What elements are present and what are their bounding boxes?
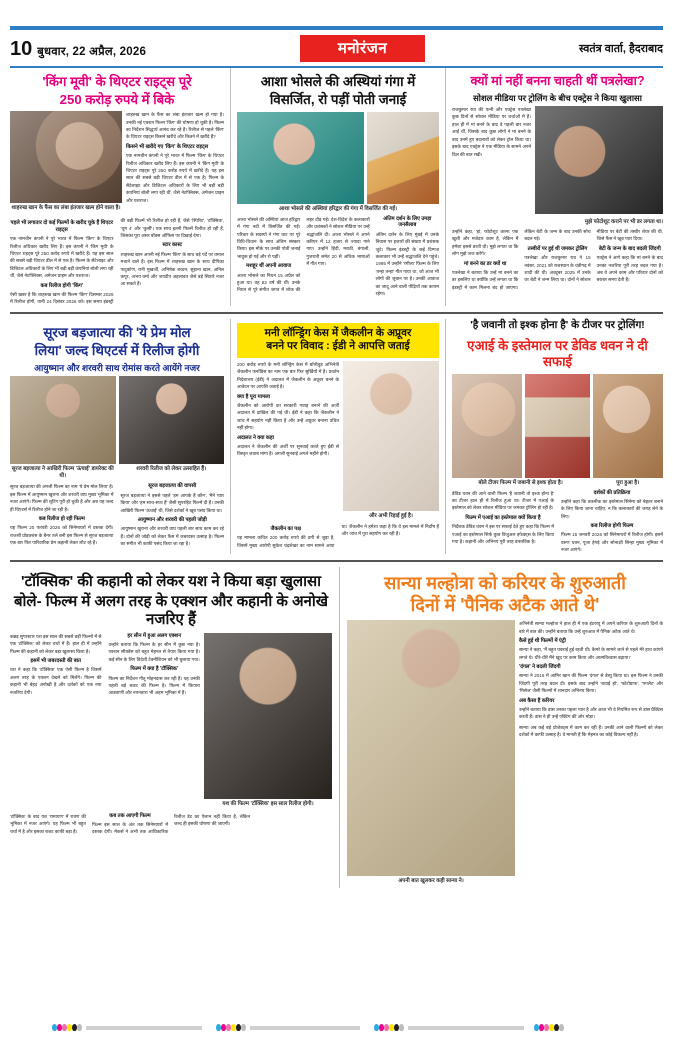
photo-yash [204,633,332,808]
caption-sanya: अपनी बात खुलकर कही सान्या ने। [398,878,464,885]
headline-sanya-2: दिनों में 'पैनिक अटैक आते थे' [410,594,600,615]
para: सान्या ने कहा, 'मैं बहुत घबराई हुई रहती थी। कैमरे के सामने जाने से पहले मेरे हाथ कांपने लगते थे। धीरे-धीरे मैंने खुद पर काम किया और आत्मविश्वास बढ़ाया।' [519,647,663,660]
para: 'टॉक्सिक' के बाद यश 'रामायण' में रावण की भूमिका में नजर आएंगे। यह फिल्म भी बहुत चर्चा में है और इसका बजट काफी बड़ा है। [10,813,86,834]
subhead: मां बनने का डर क्यों था [463,260,507,267]
para: उन्होंने बताया कि फिल्म के हर सीन में कुछ नया है। एक्शन सीक्वेंस को बहुत मेहनत से तैयार किया गया है। कई सीन के लिए विदेशी टेक्नीशियन को भी बुलाया गया। [108,642,200,662]
subhead: कब रिलीज होगी 'किंग' [40,282,84,289]
headline-jacqueline-2: बनने पर विवाद : ईडी ने आपत्ति जताई [266,340,410,353]
headline-asha-1: आशा भोसले की अस्थियां गंगा में [260,74,416,89]
para: कन्नड़ सुपरस्टार यश इस साल की सबसे बड़ी फिल्मों में से एक 'टॉक्सिक' को लेकर चर्चा में हैं। हाल ही में उन्होंने फिल्म की कहानी को लेकर बड़ा खुलासा किया है। [10,633,102,654]
subhead: हर सीन में हुआ अलग एक्शन [127,632,182,639]
para: एक्ट्रेस ने आगे कहा कि मां बनने के बाद उनका नजरिया पूरी तरह बदल गया है। अब वे अपने काम और परिवार दोनों को बराबर समय देती हैं। [596,255,663,283]
cmyk-dot-grey [241,1024,246,1031]
headline-suraj-1: सूरज बड़जात्या की 'ये प्रेम मोल [43,324,191,340]
story-patralekha [446,68,663,306]
photo-varun-dhawan [525,374,591,478]
para: उन्होंने बताया कि डांस उनका पहला प्यार है और आज भी वे नियमित रूप से डांस प्रैक्टिस करती हैं। डांस ने ही उन्हें एक्टिंग की ओर मोड़ा। [519,706,663,720]
para: शाहरुख खान अपनी नई फिल्म 'किंग' के साथ बड़े पर्दे पर धमाल मचाने वाले हैं। इस फिल्म में शाहरुख खान के साथ दीपिका पादुकोण, रानी मुखर्जी, अभिषेक बच्चन, सुहाना खान, अनिल कपूर, अभय वर्मा और जयदीप अहलावत जैसे बड़े सितारे नजर आ सकते हैं। [120,251,224,287]
subhead: इसमें भी जबरदस्ती की बात [30,658,81,665]
photo-ayushmann [10,376,116,480]
story-toxic-yash [10,567,340,888]
kicker-suraj: आयुष्मान और शरवरी साथ रोमांस करते आयेंगे नजर [34,362,200,373]
headline-david: एआई के इस्तेमाल पर डेविड धवन ने दी सफाई [467,338,648,369]
subhead: क्या है पूरा मामला [237,393,271,400]
para: फिल्म इस साल के अंत तक सिनेमाघरों में दस्तक देगी। मेकर्स ने अभी तक आधिकारिक रिलीज डेट का ऐलान नहीं किया है, लेकिन जल्द ही इसकी घोषणा की जाएगी। [92,813,250,835]
para: अदालत ने जैकलीन की अर्जी पर सुनवाई करते हुए ईडी से विस्तृत जवाब मांगा है। अगली सुनवाई अगले महीने होगी। [237,443,339,457]
photo-sonakshi-sinha [593,374,663,478]
row-3 [10,567,663,888]
cmyk-dots-2 [216,1024,246,1031]
photo-shahrukh-khan [10,111,122,212]
subhead: कब रिलीज हो रही फिल्म [38,516,85,523]
subhead: बेटी के जन्म के बाद बदली जिंदगी [598,245,661,252]
para: आशा भोसले की अस्थियां आज हरिद्वार में गंगा नदी में विसर्जित की गईं। परिवार के सदस्यों ने गंगा घाट पर पूरे विधि-विधान के साथ अंतिम संस्कार किया। इस मौके पर उनकी पोती जनाई भावुक हो गईं और रो पड़ीं। [237,216,301,259]
headline-king-1: 'किंग मूवी' के थिएटर राइट्स पूरे [42,74,192,89]
para: आशा भोसले का निधन 15 अप्रैल को हुआ था। वह 92 वर्ष की थीं। उनके निधन से पूरे संगीत जगत में शोक की लहर दौड़ गई। देश-विदेश के कलाकारों और प्रशंसकों ने सोशल मीडिया पर उन्हें श्रद्धांजलि दी। आशा भोसले ने अपने करियर में 12 हजार से ज्यादा गाने गाए। उन्होंने हिंदी, मराठी, बंगाली, गुजराती समेत 20 से अधिक भाषाओं में गीत गाए। [237,216,370,293]
para: सूरज बड़जात्या की अगली फिल्म का नाम 'ये प्रेम मोल लिया' है। इस फिल्म में आयुष्मान खुराना और शरवरी वाघ मुख्य भूमिका में नजर आएंगे। फिल्म की शूटिंग पूरी हो चुकी है और अब यह जल्द ही थिएटर्स में रिलीज होने जा रही है। [10,484,114,512]
cmyk-dot-grey [559,1024,564,1031]
subhead: अंतिम दर्शन के लिए उमड़ा जनसैलाब [383,215,432,229]
para: यश ने कहा कि 'टॉक्सिक' एक ऐसी फिल्म है जिसमें अलग तरह के एक्शन देखने को मिलेंगे। फिल्म की कहानी भी बेहद अनोखी है और दर्शकों को एक नया नजरिया देगी। [10,667,102,695]
subhead: आयुष्मान और शरवरी की पहली जोड़ी [137,516,207,523]
subhead: मशहूर थीं अपनी आवाज [246,263,292,270]
caption-david-right: पूरा हुआ है। [616,479,640,486]
photo-patralekha-rajkummar [535,106,663,214]
kicker-patralekha: सोशल मीडिया पर ट्रोलिंग के बीच एक्ट्रेस ने किया खुलासा [473,92,642,103]
cmyk-dots-3 [374,1024,404,1031]
para: पत्रलेखा ने बताया कि उन्हें मां बनने का डर इसलिए था क्योंकि उन्हें लगता था कि इंडस्ट्री में काम मिलना बंद हो जाएगा। लेकिन बेटी के जन्म के बाद उनकी सोच बदल गई। [452,228,591,290]
section-title: मनोरंजन [337,40,388,57]
para: पत्रलेखा और राजकुमार राव ने 15 नवंबर, 2021 को राजस्थान के चंडीगढ़ में शादी की थी। अक्टूबर 2025 में उनके घर बेटी ने जन्म लिया था। दोनों ने सोशल मीडिया पर बेटी की तस्वीर शेयर की थी, जिसे फैंस ने खूब प्यार दिया। [524,228,663,283]
subhead: सूरज बड़जात्या की वापसी [148,483,197,490]
story-king-movie [10,68,230,306]
cmyk-dots-1 [52,1024,82,1031]
subhead: 'दंगल' ने बदली जिंदगी [519,664,561,671]
para: आयुष्मान खुराना और शरवरी वाघ पहली बार साथ काम कर रहे हैं। दोनों की जोड़ी को लेकर फैंस में जबरदस्त उत्साह है। फिल्म का संगीत भी काफी पसंद किया जा रहा है। [120,526,224,547]
para: अंतिम दर्शन के लिए मुंबई में उनके निवास पर हजारों की संख्या में प्रशंसक जुटे। फिल्म इंडस्ट्री के कई दिग्गज कलाकार भी उन्हें श्रद्धांजलि देने पहुंचे। 1995 में उन्होंने 'रंगीला' फिल्म के लिए 'तन्हा तन्हा' गीत गाया था, जो आज भी लोगों की जुबान पर है। उनकी आवाज का जादू आने वाली पीढ़ियों तक कायम रहेगा। [375,231,439,297]
story-sanya-malhotra [340,567,663,888]
subhead: फिल्म में क्या है 'टॉक्सिक' [130,666,179,673]
subhead: फिल्म में एआई का इस्तेमाल क्यों किया है [465,514,541,521]
caption-shahrukh: शाहरुख खान के फैंस का लंबा इंतजार खत्म होने वाला है। [11,205,121,212]
page-number: 10 [10,37,33,60]
photo-group-david [452,374,663,478]
caption-asha: आशा भोसले की अस्थियां हरिद्वार की गंगा में विसर्जित की गईं। [278,205,398,212]
kicker-david: 'है जवानी तो इश्क होना है' के टीजर पर ट्रोलिंग! [470,319,645,331]
caption-david-left: बोले टीजर फिल्म में जबानी से इश्क होता है। [478,479,563,486]
story-jacqueline [230,319,446,554]
masthead-left [10,39,146,59]
para: सान्या अब कई बड़े प्रोजेक्ट्स में काम कर रही हैं। उनकी आने वाली फिल्मों को लेकर दर्शकों में काफी उत्साह है। वे मानती हैं कि मेहनत का कोई विकल्प नहीं है। [519,724,663,738]
subhead: जैकलीन का पक्ष [270,525,301,532]
para: फिल्म 15 जनवरी 2026 को सिनेमाघरों में रिलीज होगी। इसमें वरुण धवन, पूजा हेगड़े और सोनाक्षी सिन्हा मुख्य भूमिका में नजर आएंगे। [561,532,663,553]
para: जैकलीन को आरोपी का सरकारी गवाह बनाने की अर्जी अदालत में दाखिल की गई थी। ईडी ने कहा कि जैकलीन ने जांच में सहयोग नहीं किया है और उन्हें अप्रूवर बनाना उचित नहीं होगा। [237,402,339,431]
caption-patralekha: मुझे फोटोशूट कराने पर भी डर लगता था। [584,218,663,225]
photo-sharvari [119,376,225,480]
row-1 [10,68,663,306]
headline-sanya-1: सान्या मल्होत्रा को करियर के शुरुआती [384,572,626,593]
cmyk-dot-grey [77,1024,82,1031]
story-david-dhawan [446,319,663,554]
cmyk-dot-grey [399,1024,404,1031]
para: यह फिल्म 20 फरवरी 2026 को सिनेमाघरों में दस्तक देगी। राजश्री प्रोडक्शंस के बैनर तले बनी इस फिल्म से सूरज बड़जात्या एक बार फिर पारिवारिक प्रेम कहानी लेकर लौट रहे हैं। [10,525,114,546]
subhead: पहले भी लगातार दो कई फिल्मों के खरीद चुके हैं थिएटर राइट्स [10,220,113,233]
photo-group-suraj [10,376,224,480]
para: निर्देशक डेविड धवन ने इस पर सफाई देते हुए कहा कि फिल्म में एआई का इस्तेमाल सिर्फ कुछ विजुअल इफेक्ट्स के लिए किया गया है। कहानी और अभिनय पूरी तरह वास्तविक है। [452,524,554,545]
para: सान्या ने 2016 में आमिर खान की फिल्म 'दंगल' से डेब्यू किया था। इस फिल्म ने उनकी जिंदगी पूरी तरह बदल दी। इसके बाद उन्होंने 'बधाई हो', 'फोटोग्राफ', 'पगलैट' और 'मिसेज' जैसी फिल्मों में शानदार अभिनय किया। [519,673,663,694]
caption-jacqueline: और अभी रिहाई हुई है। [369,512,413,519]
para: ऐसी खबर है कि शाहरुख खान की फिल्म 'किंग' दिसम्बर 2026 में रिलीज होगी, यानी 24 दिसंबर 2026 को। इस समय इंडस्ट्री की बड़ी फिल्में भी रिलीज हो रही हैं, जैसे 'स्पिरिट', 'टॉक्सिक', 'धूम 4' और 'कुर्सी'। एक साथ इतनी फिल्में रिलीज हो रही हैं, जिसका पूरा असर बॉक्स ऑफिस पर दिखाई देगा। [10,218,224,305]
para: एक नामचीन कंपनी ने पूरे भारत में फिल्म 'किंग' के थिएटर रिलीज अधिकार खरीद लिए हैं। इस कंपनी ने 'किंग मूवी' के थिएटर राइट्स पूरे 250 करोड़ रुपये में खरीदे हैं। यह इस साल की सबसे बड़ी थिएटर डील में से एक है। फिल्म के सैटेलाइट और डिजिटल अधिकारों के लिए भी बड़ी बड़ी कंपनियां बोली लगा रही थीं, जैसे नेटफ्लिक्स, अमेजन प्राइम और यशराज। [126,153,224,203]
headline-asha-2: विसर्जित, रो पड़ीं पोती जनाई [269,91,407,107]
headline-toxic-1: 'टॉक्सिक' की कहानी को लेकर यश ने किया बड़ा खुलासा [21,572,321,590]
para: एक नामचीन कंपनी ने पूरे भारत में फिल्म 'किंग' के थिएटर रिलीज अधिकार खरीद लिए हैं। इस कंपनी ने 'किंग मूवी' के थिएटर राइट्स पूरे 250 करोड़ रुपये में खरीदे हैं। यह इस साल की सबसे बड़ी थिएटर डील में से एक है। फिल्म के सैटेलाइट और डिजिटल अधिकारों के लिए भी बड़ी बड़ी कंपनियां बोली लगा रही थीं, जैसे नेटफ्लिक्स, अमेजन प्राइम और यशराज। [10,236,114,279]
subhead: कब रिलीज होगी फिल्म [590,523,634,530]
caption-yash: यश की फिल्म 'टॉक्सिक' इस साल रिलीज होगी। [222,800,314,807]
photo-ganga-immersion [367,112,439,204]
publication-date: बुधवार, 22 अप्रैल, 2026 [37,45,147,58]
para: फिल्म का निर्देशन गीतू मोहनदास कर रही हैं। यह उनकी पहली बड़े बजट की फिल्म है। फिल्म में कियारा आडवाणी और नयनतारा भी अहम भूमिका में हैं। [108,675,200,696]
row-2 [10,319,663,554]
para: शाहरुख खान के फैंस का लंबा इंतजार खत्म हो गया है। उनकी नई एक्शन फिल्म 'किंग' की घोषणा हो चुकी है। फिल्म का निर्देशन सिद्धार्थ आनंद कर रहे हैं। रिलीज से पहले 'किंग' के थिएटर राइट्स किसने खरीदे और कितने में खरीदे हैं? [126,112,224,140]
caption-ayushmann: सूरज बड़जात्या ने आखिरी फिल्म 'ऊंचाई' डायरेक्ट की थी। [11,466,114,480]
subhead: कब तक आएगी फिल्म [109,812,151,819]
photo-jacqueline [343,361,439,520]
headline-jacqueline-1: मनी लॉन्ड्रिंग केस में जैकलीन के अप्रूवर [264,326,412,339]
para: 200 करोड़ रुपये के मनी लॉन्ड्रिंग केस में बॉलीवुड अभिनेत्री जैकलीन फर्नांडिस का नाम एक बार फिर सुर्खियों में है। प्रवर्तन निदेशालय (ईडी) ने अदालत में जैकलीन के अप्रूवर बनने के आवेदन पर आपत्ति जताई है। [237,361,339,390]
caption-sharvari: शरवरी रिलीज को लेकर उत्साहित हैं। [136,466,207,473]
headline-suraj-2: लिया' जल्द थिएटर्स में रिलीज होगी [34,342,200,358]
photo-sanya [347,620,515,885]
subhead: किसने भी खरीदे गए 'किंग' के थिएटर राइट्स [126,143,209,150]
cmyk-registration-bar [0,1023,673,1032]
subhead: अब कैसा है करियर [519,697,555,704]
para: यह मामला कथित 200 करोड़ रुपये की ठगी से जुड़ा है, जिसमें मुख्य आरोपी सुकेश चंद्रशेखर का नाम सामने आया था। जैकलीन ने हमेशा कहा है कि वे इस मामले में निर्दोष हैं और जांच में पूरा सहयोग कर रही हैं। [237,523,439,548]
subhead: स्टार कास्ट [162,242,182,249]
publication-name: स्वतंत्र वार्ता, हैदराबाद [578,43,663,55]
para: राजकुमार राव की पत्नी और एक्ट्रेस पत्रलेखा कुछ दिनों से सोशल मीडिया पर चर्चाओं में हैं। हाल ही में मां बनने के बाद वे पहली बार नजर आईं थीं, जिसके बाद कुछ लोगों ने मां बनने के बाद उनमें हुए बदलावों को लेकर ट्रोल किया था। इसके बाद एक्ट्रेस ने एक मीडिया के सामने अपने दिल की बात रखी। [452,106,531,157]
section-title-badge [300,35,425,62]
photo-asha-portrait [237,112,364,204]
row-divider-2 [10,560,663,562]
subhead: दर्शकों की प्रतिक्रिया [593,489,631,496]
cmyk-dots-4 [534,1024,564,1031]
subhead: अदालत ने क्या कहा [237,434,274,441]
subhead: तस्वीरों पर हुई थी जमकर ट्रोलिंग [527,245,588,252]
subhead: कैसे हुई थी फिल्मों में एंट्री [519,638,566,645]
story-asha-bhosle [230,68,446,306]
headline-toxic-2: बोले- फिल्म में अलग तरह के एक्शन और कहानी के अनोखे नजरिए हैं [13,593,329,629]
row-divider-1 [10,312,663,314]
para: डेविड धवन की आने वाली फिल्म 'है जवानी तो इश्क होना है' का टीजर हाल ही में रिलीज हुआ था। टीजर में एआई के इस्तेमाल को लेकर सोशल मीडिया पर जमकर ट्रोलिंग हो रही है। [452,490,554,511]
story-suraj-barjatya [10,319,230,554]
headline-band-jacqueline [237,323,439,358]
para: उन्होंने कहा कि तकनीक का इस्तेमाल सिनेमा को बेहतर बनाने के लिए किया जाना चाहिए, न कि कलाकारों की जगह लेने के लिए। [561,498,663,519]
headline-king-2: 250 करोड़ रुपये में बिके [59,91,175,107]
photo-group-asha [237,112,439,204]
photo-pooja-hegde [452,374,522,478]
masthead [10,30,663,66]
para: उन्होंने कहा, 'हां, फोटोशूट करना एक खुशी और मजेदार काम है, लेकिन मैं हमेशा इससे डरती थी। मुझे लगता था कि लोग मुझे जज करेंगे।' [452,228,519,257]
newspaper-page [0,26,673,1050]
para: अभिनेत्री सान्या मल्होत्रा ने हाल ही में एक इंटरव्यू में अपने करियर के शुरुआती दिनों के बारे में बात की। उन्होंने बताया कि उन्हें शुरुआत में पैनिक अटैक आते थे। [519,621,663,634]
headline-patralekha: क्यों मां नहीं बनना चाहती थीं पत्रलेखा? [470,74,645,88]
para: सूरज बड़जात्या ने इससे पहले 'हम आपके हैं कौन', 'मैंने प्यार किया' और 'हम साथ-साथ हैं' जैसी सुपरहिट फिल्में दी हैं। उनकी आखिरी फिल्म 'ऊंचाई' थी, जिसे दर्शकों ने खूब पसंद किया था। [120,492,224,513]
